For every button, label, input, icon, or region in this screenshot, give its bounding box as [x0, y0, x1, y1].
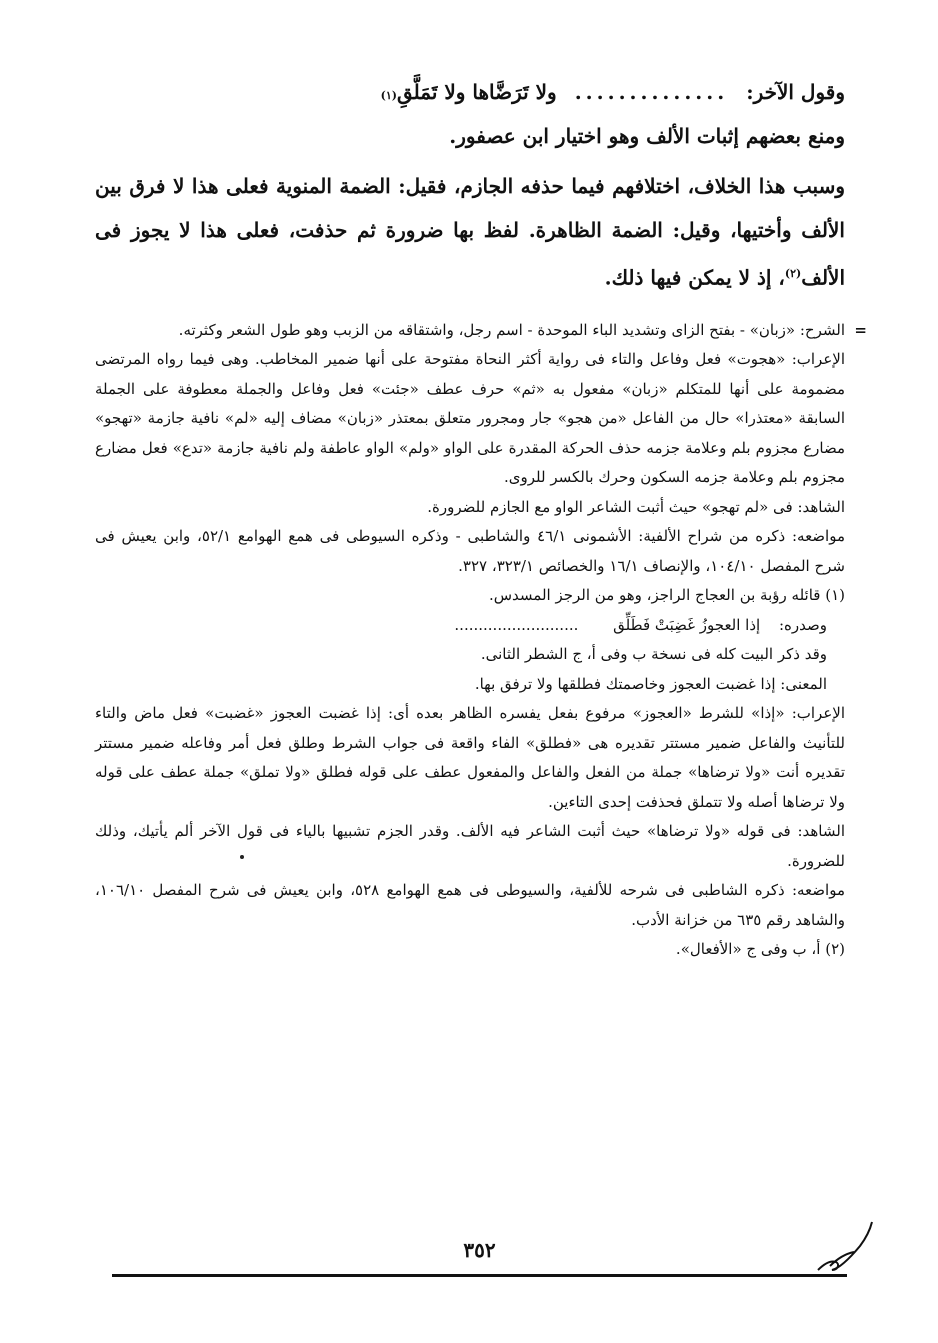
- note-shahid-1: الشاهد: فى «لم تهجو» حيث أثبت الشاعر الواو مع الجازم للضرورة.: [427, 497, 845, 516]
- main-text: [95, 70, 845, 300]
- footnote-2: (٢) أ، ب وفى ج «الأفعال».: [675, 940, 845, 959]
- note-maana: المعنى: إذا غضبت العجوز وخاصمتك فطلقها ولا ترفق بها.: [474, 674, 827, 693]
- note-irab-2: الإعراب: «إذا» للشرط «العجوز» مرفوع بفعل يفسره الظاهر بعده أى: إذا غضبت العجوز «غضبت» فعل ماض والتاء للتأنيث والفاعل ضمير مستتر تقديره هى «فطلق» الفاء واقعة فى جواب الشرط وطلق فعل أمر وفاعله ضمير مستتر تقديره أنت «ولا ترضاها» جملة من الفعل والفاعل والمفعول عطف على قوله فطلق «ولا تملق» جملة عطف على قوله ولا ترضاها أصله ولا تتملق فحذفت إحدى التاءين.: [95, 704, 845, 811]
- verse-text: ولا تَرَضَّاها ولا تَمَلَّقِ: [396, 80, 557, 104]
- note-shahid-2: الشاهد: فى قوله «ولا ترضاها» حيث أثبت الشاعر فيه الألف. وقدر الجزم تشبيها بالياء فى قول الآخر ألم يأتيك، وذلك للضرورة.: [95, 822, 845, 870]
- footnote-ref-2: (٢): [784, 267, 802, 280]
- divider: [95, 300, 845, 310]
- note-sadr: [95, 611, 845, 641]
- note-mawadi-2: مواضعه: ذكره الشاطبى فى شرحه للألفية، والسيوطى فى همع الهوامع ٥٢٨، وابن يعيش فى شرح المفصل ١٠٦/١٠، والشاهد رقم ٦٣٥ من خزانة الأدب.: [95, 881, 845, 929]
- verse-line: [95, 70, 845, 114]
- paragraph-1: ومنع بعضهم إثبات الألف وهو اختيار ابن عصفور.: [449, 124, 845, 148]
- paragraph-2-text: وسبب هذا الخلاف، اختلافهم فيما حذفه الجازم، فقيل: الضمة المنوية فعلى هذا لا فرق بين الألف وأختيها، وقيل: الضمة الظاهرة. لفظ بها ضرورة ثم حذفت، فعلى هذا لا يجوز فى الألف: [95, 174, 845, 290]
- page-number: ٣٥٢: [463, 1238, 496, 1262]
- footnote-1: (١) قائله رؤبة بن العجاج الراجز، وهو من الرجز المسدس.: [488, 586, 845, 605]
- note-irab-1: الإعراب: «هجوت» فعل وفاعل والتاء فى رواية أكثر النحاة مفتوحة على أنها ضمير المخاطب. وهى فيما رواه المرتضى مضمومة على أنها للمتكلم «زبان» مفعول به «ثم» حرف عطف «جئت» فعل وفاعل والجملة معطوفة على الجملة السابقة «معتذرا» حال من الفاعل «من هجو» جار ومجرور متعلق بمعتذر «زبان» مضاف إليه «لم» نافية جازمة «تهجو» مضارع مجزوم بلم وعلامة جزمه حذف الحركة المقدرة على الواو «ولم» الواو عاطفة ولم نافية جازمة «تدع» فعل مضارع مجزوم بلم وعلامة جزمه السكون وحرك بالكسر للروى.: [95, 350, 845, 487]
- footer-rule: [112, 1274, 847, 1277]
- ink-dot: [240, 855, 244, 859]
- note-sharh: [95, 316, 867, 346]
- continuation-mark: =: [854, 320, 867, 339]
- signature-mark: [810, 1208, 880, 1278]
- paragraph-2-end: ، إذ لا يمكن فيها ذلك.: [604, 265, 785, 290]
- page-body: [95, 70, 867, 965]
- note-mawadi-1: مواضعه: ذكره من شراح الألفية: الأشمونى ٤٦/١ والشاطبى - وذكره السيوطى فى همع الهوامع ٥٢/١، وابن يعيش فى شرح المفصل ١٠٤/١٠، والإنصاف ١٦/١ والخصائص ٣٢٣/١، ٣٢٧.: [95, 527, 845, 575]
- paragraph-2: [95, 164, 845, 300]
- note-sadr-dots: ..........................: [454, 615, 579, 634]
- note-sadr-lead: وصدره:: [778, 615, 827, 634]
- note-sharh-text: الشرح: «زبان» - بفتح الزاى وتشديد الباء الموحدة - اسم رجل، واشتقاقه من الزبب وهو طول الشعر وكثرته.: [178, 320, 845, 339]
- verse-lead: وقول الآخر:: [746, 80, 845, 104]
- page-footer: [112, 1238, 847, 1278]
- footnotes: [95, 316, 867, 965]
- note-sadr-text: إذا العجوزُ غَضِبَتْ فَطَلِّق: [613, 615, 761, 634]
- verse-dots: ..............: [574, 80, 729, 104]
- note-mention: وقد ذكر البيت كله فى نسخة ب وفى أ، ج الشطر الثانى.: [480, 645, 827, 664]
- footnote-ref-1: (١): [380, 89, 397, 102]
